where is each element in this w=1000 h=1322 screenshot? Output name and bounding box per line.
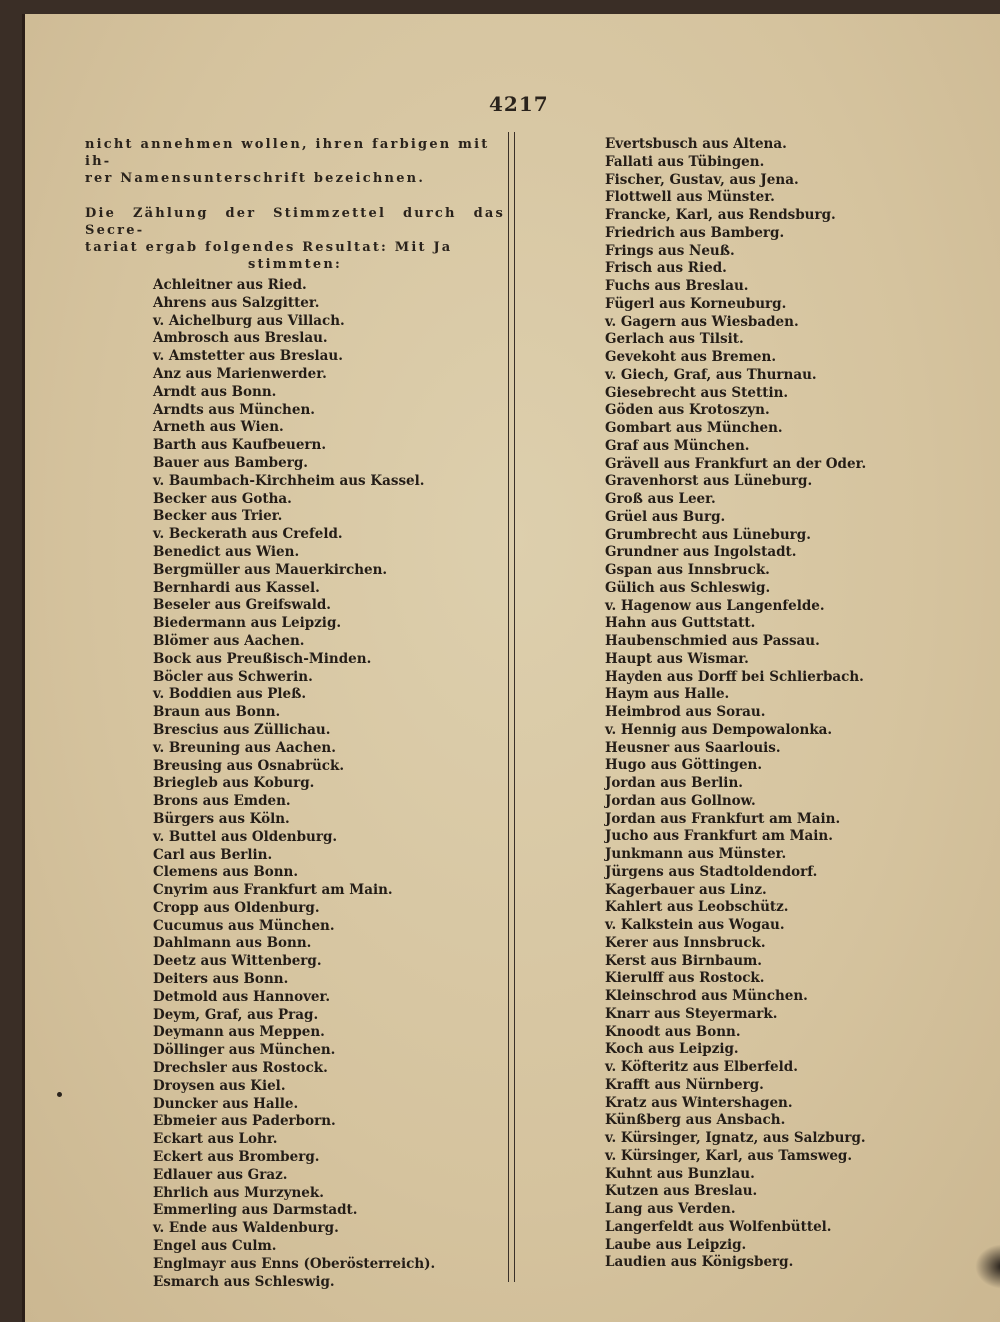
list-item: Carl aus Berlin.: [153, 846, 273, 863]
list-item: Kerst aus Birnbaum.: [605, 952, 762, 969]
list-item: Flottwell aus Münster.: [605, 189, 775, 206]
list-item: Knoodt aus Bonn.: [605, 1023, 741, 1040]
list-item: Laube aus Leipzig.: [605, 1236, 747, 1253]
list-item: Langerfeldt aus Wolfenbüttel.: [605, 1218, 832, 1235]
list-item: v. Beckerath aus Crefeld.: [153, 526, 343, 543]
list-item: Deym, Graf, aus Prag.: [153, 1006, 319, 1023]
list-item: v. Giech, Graf, aus Thurnau.: [605, 366, 817, 383]
list-item: v. Amstetter aus Breslau.: [153, 348, 343, 365]
list-item: Gravenhorst aus Lüneburg.: [605, 473, 813, 490]
list-item: Krafft aus Nürnberg.: [605, 1076, 764, 1093]
list-item: Becker aus Trier.: [153, 508, 283, 525]
list-item: Kerer aus Innsbruck.: [605, 934, 766, 951]
list-item: Ehrlich aus Murzynek.: [153, 1184, 324, 1201]
list-item: Kierulff aus Rostock.: [605, 970, 765, 987]
list-item: Fuchs aus Breslau.: [605, 278, 749, 294]
list-item: v. Hagenow aus Langenfelde.: [605, 597, 825, 614]
list-item: Ahrens aus Salzgitter.: [153, 294, 320, 311]
list-item: Fallati aus Tübingen.: [605, 153, 765, 170]
list-item: Kuhnt aus Bunzlau.: [605, 1165, 755, 1182]
list-item: v. Köfteritz aus Elberfeld.: [605, 1059, 798, 1075]
list-item: v. Aichelburg aus Villach.: [153, 312, 345, 329]
list-item: Arneth aus Wien.: [153, 419, 284, 436]
list-item: Evertsbusch aus Altena.: [605, 136, 787, 152]
count-line: tariat ergab folgendes Resultat: Mit Ja: [85, 240, 453, 255]
list-item: Arndts aus München.: [153, 401, 315, 418]
list-item: Giesebrecht aus Stettin.: [605, 384, 789, 401]
list-item: Ambrosch aus Breslau.: [153, 330, 328, 347]
list-item: Göden aus Krotoszyn.: [605, 402, 770, 419]
list-item: Kagerbauer aus Linz.: [605, 881, 767, 898]
list-item: Kutzen aus Breslau.: [605, 1183, 758, 1200]
right-column: [605, 136, 1000, 1272]
list-item: Becker aus Gotha.: [153, 490, 292, 507]
list-item: Grundner aus Ingolstadt.: [605, 544, 797, 561]
list-item: v. Hennig aus Dempowalonka.: [605, 721, 833, 738]
list-item: Junkmann aus Münster.: [605, 846, 787, 862]
list-item: Engel aus Culm.: [153, 1238, 277, 1255]
list-item: Friedrich aus Bamberg.: [605, 224, 785, 241]
list-item: Döllinger aus München.: [153, 1042, 336, 1059]
list-item: Biedermann aus Leipzig.: [153, 615, 342, 632]
list-item: Englmayr aus Enns (Oberösterreich).: [153, 1255, 436, 1272]
list-item: Haubenschmied aus Passau.: [605, 633, 820, 649]
list-item: Künßberg aus Ansbach.: [605, 1112, 786, 1129]
list-item: Emmerling aus Darmstadt.: [153, 1202, 358, 1219]
list-item: Jordan aus Frankfurt am Main.: [605, 810, 841, 827]
list-item: Jürgens aus Stadtoldendorf.: [605, 863, 818, 880]
list-item: Bernhardi aus Kassel.: [153, 579, 320, 596]
list-item: Bürgers aus Köln.: [153, 810, 290, 827]
list-item: Achleitner aus Ried.: [153, 277, 307, 293]
list-item: Grüel aus Burg.: [605, 508, 726, 525]
list-item: Frisch aus Ried.: [605, 260, 727, 277]
list-item: Kleinschrod aus München.: [605, 988, 808, 1004]
list-item: Jordan aus Berlin.: [605, 775, 743, 791]
list-item: v. Kalkstein aus Wogau.: [605, 917, 785, 933]
list-item: Hayden aus Dorff bei Schlierbach.: [605, 668, 864, 685]
intro-line: rer Namensunterschrift bezeichnen.: [85, 171, 426, 186]
list-item: Gerlach aus Tilsit.: [605, 331, 744, 348]
list-item: Deymann aus Meppen.: [153, 1024, 325, 1041]
list-item: Blömer aus Aachen.: [153, 632, 305, 649]
column-divider: [508, 132, 515, 1282]
list-item: v. Boddien aus Pleß.: [153, 686, 307, 703]
list-item: Haupt aus Wismar.: [605, 650, 749, 667]
list-item: Anz aus Marienwerder.: [153, 365, 327, 382]
left-column: [85, 136, 505, 1291]
list-item: Breusing aus Osnabrück.: [153, 757, 345, 774]
list-item: Bergmüller aus Mauerkirchen.: [153, 561, 388, 578]
list-item: Deetz aus Wittenberg.: [153, 953, 322, 970]
list-item: Braun aus Bonn.: [153, 704, 281, 721]
list-item: Barth aus Kaufbeuern.: [153, 437, 327, 454]
list-item: Droysen aus Kiel.: [153, 1077, 286, 1094]
list-item: Drechsler aus Rostock.: [153, 1060, 328, 1077]
page-number: 4217: [489, 92, 549, 116]
list-item: Laudien aus Königsberg.: [605, 1254, 794, 1271]
list-item: Grumbrecht aus Lüneburg.: [605, 526, 811, 543]
list-item: Eckert aus Bromberg.: [153, 1149, 320, 1166]
list-item: Lang aus Verden.: [605, 1201, 736, 1217]
list-item: Haym aus Halle.: [605, 686, 730, 703]
intro-line: nicht annehmen wollen, ihren farbigen mit ih-: [85, 137, 490, 169]
edge-smudge: [975, 1244, 1000, 1289]
list-item: v. Gagern aus Wiesbaden.: [605, 313, 799, 330]
list-item: Koch aus Leipzig.: [605, 1041, 739, 1058]
list-item: Bauer aus Bamberg.: [153, 454, 308, 471]
list-item: Bock aus Preußisch-Minden.: [153, 650, 372, 667]
list-item: Böcler aus Schwerin.: [153, 668, 313, 685]
list-item: v. Kürsinger, Ignatz, aus Salzburg.: [605, 1130, 866, 1146]
list-item: Gülich aus Schleswig.: [605, 579, 771, 596]
ink-dot: [57, 1092, 62, 1097]
list-item: Gspan aus Innsbruck.: [605, 562, 770, 578]
list-item: Kratz aus Wintershagen.: [605, 1094, 793, 1111]
list-item: Dahlmann aus Bonn.: [153, 935, 312, 952]
list-item: Heusner aus Saarlouis.: [605, 739, 781, 756]
count-line: Die Zählung der Stimmzettel durch das Secre-: [85, 206, 505, 238]
list-item: Francke, Karl, aus Rendsburg.: [605, 207, 836, 223]
list-item: Cucumus aus München.: [153, 917, 335, 934]
intro-paragraph: [85, 136, 505, 187]
list-item: Benedict aus Wien.: [153, 543, 300, 560]
list-item: Hugo aus Göttingen.: [605, 757, 763, 774]
list-item: Cropp aus Oldenburg.: [153, 899, 320, 916]
list-item: Graf aus München.: [605, 437, 750, 454]
list-item: v. Baumbach-Kirchheim aus Kassel.: [153, 472, 425, 489]
list-item: Brons aus Emden.: [153, 793, 291, 810]
list-item: Heimbrod aus Sorau.: [605, 704, 766, 720]
list-item: v. Ende aus Waldenburg.: [153, 1220, 339, 1237]
list-item: Gombart aus München.: [605, 420, 783, 436]
count-paragraph: [85, 205, 505, 273]
list-item: Frings aus Neuß.: [605, 242, 735, 259]
list-item: Briegleb aus Koburg.: [153, 775, 315, 792]
list-item: Eckart aus Lohr.: [153, 1131, 278, 1148]
list-item: Deiters aus Bonn.: [153, 971, 289, 988]
list-item: Arndt aus Bonn.: [153, 383, 277, 400]
list-item: Jucho aus Frankfurt am Main.: [605, 828, 833, 845]
list-item: Kahlert aus Leobschütz.: [605, 899, 789, 916]
list-item: Cnyrim aus Frankfurt am Main.: [153, 882, 393, 899]
list-item: Jordan aus Gollnow.: [605, 792, 756, 809]
list-item: Hahn aus Guttstatt.: [605, 615, 756, 632]
count-line: stimmten:: [247, 257, 343, 272]
list-item: Beseler aus Greifswald.: [153, 597, 331, 614]
list-item: Gevekoht aus Bremen.: [605, 349, 777, 365]
list-item: Groß aus Leer.: [605, 491, 716, 507]
list-item: Ebmeier aus Paderborn.: [153, 1113, 336, 1130]
list-item: Knarr aus Steyermark.: [605, 1005, 778, 1022]
names-list-right: [605, 136, 1000, 1272]
list-item: v. Breuning aus Aachen.: [153, 739, 336, 756]
list-item: Brescius aus Züllichau.: [153, 721, 331, 738]
names-list-left: [85, 277, 505, 1291]
list-item: Fischer, Gustav, aus Jena.: [605, 171, 799, 188]
list-item: v. Buttel aus Oldenburg.: [153, 828, 338, 845]
list-item: v. Kürsinger, Karl, aus Tamsweg.: [605, 1147, 853, 1164]
list-item: Fügerl aus Korneuburg.: [605, 295, 787, 312]
document-page: [22, 14, 1000, 1322]
list-item: Edlauer aus Graz.: [153, 1166, 288, 1183]
list-item: Clemens aus Bonn.: [153, 864, 299, 881]
list-item: Esmarch aus Schleswig.: [153, 1273, 335, 1290]
list-item: Duncker aus Halle.: [153, 1095, 299, 1112]
list-item: Detmold aus Hannover.: [153, 988, 331, 1005]
list-item: Grävell aus Frankfurt an der Oder.: [605, 455, 867, 472]
